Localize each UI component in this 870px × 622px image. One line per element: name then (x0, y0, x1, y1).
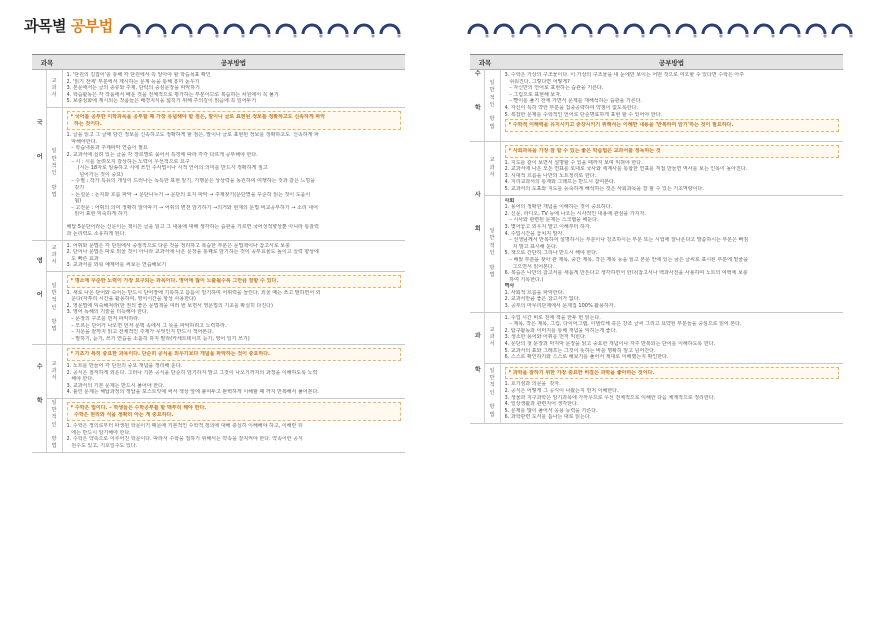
subject-label: 국어 (35, 119, 43, 188)
header-subject: 과목 (470, 55, 500, 70)
table-row (470, 142, 843, 196)
method-cell (62, 240, 405, 271)
method-list (67, 72, 402, 105)
method-line: 2. '읽기 전에' 부분에서 제시하는 문제 등을 통해 흥미 돋우기 (66, 78, 200, 85)
category-cell: 일 반 적 인 방 법 (484, 70, 500, 142)
binder-ring (173, 25, 193, 38)
binder-ring (251, 25, 271, 38)
method-line: 1. '단원의 길잡이'를 통해 각 단원에서 꼭 알아야 할 학습목표 확인 (66, 72, 211, 78)
method-line: 3. 생소한 용어와 어휘를 먼저 익힌다. (504, 334, 587, 341)
method-line: 2. 수학은 약속으로 이루어진 학문이다. 따라서 수학을 접하기 위해서는 약속을 잘지켜야 한다. 약속이란 공식 (66, 436, 303, 443)
method-line: 2. 영문법에 익숙해져라(한 권의 좋은 문법책을 여러 번 보면서 영문법의 기초를 확실히 다진다) (66, 302, 273, 309)
method-line: 도 빠른 효과 (66, 255, 99, 262)
method-line: 1. 사회적 흐름을 파악한다. (504, 289, 564, 296)
category-cell: 교 과 서 (484, 312, 500, 363)
binder-ring (469, 25, 489, 38)
method-line: 3. 교과서를 외워 예제어를 써보는 연습해보기 (66, 262, 167, 269)
method-line: – 배웠 부분을 찾아 관 제목, 중간 제목, 작은 제목 등을 읽고 본문 안에 있는 굵은 글씨로 표시된 부분에 밑줄을 (504, 256, 749, 263)
table-row (32, 398, 405, 452)
subject-label: 영어 (35, 257, 43, 326)
table-row (32, 345, 405, 399)
binder-ring (833, 25, 853, 38)
category-cell: 일 반 적 인 방 법 (484, 195, 500, 312)
binder-ring (677, 25, 697, 38)
method-line: 지 말고 표시해 둔다. (504, 243, 558, 250)
method-line: – 선생님께서 반복하여 설명하시는 부분이나 강조하시는 부분 또는 시험에 잘나온다고 말씀하시는 부분은 빠짐 (504, 237, 749, 244)
method-cell (62, 345, 405, 399)
header-method: 공부방법 (62, 55, 405, 70)
method-line: 5. 책으로 간단히 그리나 반드시 해야 한다. (504, 250, 598, 257)
method-line: 2. 교과서에 실려 있는 글을 각 장르별로 묶어서 특징에 따라 각각 다르게 공부해야 한다. (66, 151, 258, 158)
method-line: 4. 자신이 특히 약한 부분을 집중공략하여 약점이 없도록한다. (504, 104, 638, 111)
method-cell (500, 363, 843, 423)
method-line: 3. 생물과 지구과학은 암기과목에 가까우므로 우선 전체적으로 이해한 다음 체계적으로 정리한다. (504, 394, 716, 401)
method-line: 원수도 있고, 기호일수도 있다. (66, 442, 138, 449)
method-line: 1. 호기심과 의문을 갖자. (504, 381, 561, 388)
category-cell: 교 과 서 (46, 70, 62, 108)
binder-ring (599, 25, 619, 38)
method-line: * 수학적 이해력을 유지시키고 증강시키기 위해서는 이해한 내용을 '반복하여 암기'하는 것이 필요하다. (508, 122, 734, 129)
method-list (67, 132, 402, 238)
binder-ring (729, 25, 749, 38)
method-line: 6. 복습은 나만의 참고서를 새롭게 만든다고 생각하면서 한다(참고서나 백과사전을 사용하여 노트의 여백에 보충 (504, 270, 748, 277)
method-list (505, 381, 840, 421)
table-row (470, 312, 843, 363)
subject-cell (470, 312, 484, 423)
method-line: 3. 영어 독해의 기술을 터득해야 한다. (66, 309, 149, 316)
subject-cell (32, 345, 46, 452)
method-line: 갖기 (66, 184, 85, 191)
binder-ring (147, 25, 167, 38)
table-header-row (32, 55, 405, 70)
binder-ring (495, 25, 515, 38)
method-line: 2. 신문, 라디오, TV 등에 나오는 시사적인 내용에 관심을 가지자. (504, 210, 646, 217)
table-row (470, 363, 843, 423)
method-line: 4. 수업시간을 놓치지 말자. (504, 230, 564, 237)
method-line: – 고전문 : 어휘의 의미 정확히 알아두기 → 어휘의 변천 암기하기 →의거와 현재의 문법 비교공부하기 → 소리 내어 (66, 204, 318, 211)
right-page (470, 54, 843, 602)
method-line: – 그림으로 표현해 보자. (504, 91, 562, 98)
binder-ring (329, 25, 349, 38)
table-header-row (470, 55, 843, 70)
method-line: 5. 문제를 많이 풀어서 응용 능력을 기른다. (504, 407, 598, 414)
method-line: 1. 수업 시간 비로 전에 책을 한두 번 읽는다. (504, 314, 601, 321)
page-title (24, 15, 113, 36)
method-line: 1. 용어의 정확한 개념을 이해하는 것이 중요하다. (504, 204, 613, 211)
method-cell (500, 142, 843, 196)
method-line: 악해야한다. (66, 138, 98, 145)
method-line: – 수필 : 작가 특유의 개성이 드러나는 독특한 표현 알기, 기행문은 상상력을 동원하여 여행하는 것과 같은 느낌을 (66, 178, 316, 185)
binder-ring (199, 25, 219, 38)
binder-ring (703, 25, 723, 38)
method-line: 수학은 원리와 식을 정확히 아는 게 중요하다. (70, 411, 174, 418)
method-list (505, 315, 840, 361)
method-line: 4. 문단의 첫 문장과 마지막 문장을 읽고 중요한 개념이나 자주 반복되는 단어를 이해하도록 한다. (504, 341, 716, 348)
binder-ring (573, 25, 593, 38)
method-line: 6. 스스로 확인하기와 스스로 해보기를 풀어서 제대로 이해했는지 확인한다. (504, 354, 669, 361)
header-method: 공부방법 (500, 55, 843, 70)
method-line: 그으면서 읽어본다. (504, 263, 555, 270)
table-row (32, 70, 405, 108)
method-line: 1. 새로 나온 단어와 숙어는 반드시 단어장에 기록하고 틈틈이 암기하며 어휘력을 늘린다. 외울 때는 쓰고 말하면서 외 (66, 289, 321, 296)
method-list (67, 290, 402, 343)
method-list (505, 160, 840, 193)
method-line: 5. 교과서의 도표와 지도를 능숙하게 해석하는 것은 사회과목을 잘 할 수 있는 기초역량이다. (504, 185, 704, 192)
method-cell (500, 70, 843, 142)
category-cell: 일 반 적 인 방 법 (484, 363, 500, 423)
method-list (505, 198, 840, 310)
method-line: 읽어 표현 익숙하게 하기 (66, 211, 128, 218)
method-line: 해야 한다. (66, 376, 94, 383)
method-line: 5. 보충심화에 제시되는 작품들은 배경지식을 넓히기 위해 주의깊이 읽음에 꼭 일어두기 (66, 98, 257, 105)
method-line: 3. 본문에서는 글의 종류와 주제, 단락의 중심문장을 파악하기 (66, 85, 200, 92)
method-line: 역사 (504, 283, 515, 290)
method-line: 2. 공식은 철저하게 외운다. 그러나 기본 공식을 단순히 암기하지 말고 그것이 나오기까지의 과정을 이해하도록 노력 (66, 369, 318, 376)
key-point-box (67, 275, 402, 288)
subject-label: 사회 (473, 191, 481, 260)
category-cell: 일 반 적 인 방 법 (46, 107, 62, 240)
binder-ring (625, 25, 645, 38)
method-line: * 과학을 잘하기 위한 가장 중요한 비결은 과학을 좋아하는 것이다. (508, 369, 655, 376)
method-cell (62, 398, 405, 452)
key-point-box (67, 348, 402, 361)
key-point-box (505, 119, 840, 132)
method-line: – 제목, 작은 제목, 그림, 다이어그램, 이탤릭체 혹은 강조 글씨 그리고 요약된 부분들을 중심으로 읽어 본다. (504, 321, 742, 328)
binder-ring (651, 25, 671, 38)
method-list (505, 72, 840, 118)
method-line: 5. 복잡한 문제를 수학적인 언어로 단순명료하게 표현 할 수 있어야 한다. (504, 111, 662, 118)
table-row (32, 272, 405, 345)
binder-rings (0, 0, 870, 52)
binder-ring (381, 25, 401, 38)
method-line: – 논설문 : 논지와 흐름 파악 → 문단나누기 → 문단의 요지 파악 → 주제찾기(문단별을 꾸준히 읽는 것이 도움이 (66, 191, 311, 198)
subject-label: 수학 (35, 362, 43, 431)
method-line: 1. 글을 읽고 그 글에 담긴 정보를 신속하고도 정확하게 할 점은, 말이나 글로 표현된 정보를 정확하고도 신속하게 파 (66, 132, 319, 139)
table-row (32, 240, 405, 271)
method-line: 됨) (66, 198, 82, 205)
method-line: 에는 반드시 암기해야 한다. (66, 429, 131, 436)
left-page (32, 54, 405, 602)
category-cell: 교 과 서 (46, 345, 62, 399)
method-line: 1. 어휘와 문법은 각 단원에서 중점적으로 다룬 것을 정리하고 복습한 부분은 문법책이나 참고서로 보충 (66, 242, 290, 249)
method-line: 4. 지리교과서의 통계와 그래프는 반드시 참여본다. (504, 179, 616, 186)
method-line: 쉬워진다. 그렇다면 어떻게? (504, 78, 570, 85)
method-line: 과 논리력도 소유하게 된다. (66, 231, 126, 238)
table-row (470, 70, 843, 142)
binder-ring (807, 25, 827, 38)
method-line: – 자신만의 언어로 표현하는 습관을 기른다. (504, 85, 604, 92)
binder-ring (547, 25, 567, 38)
method-line: 2. 교과서에 나온 모든 연표를 토대로 국사와 세계사를 통합한 연표를 직접 만들면 역사를 보는 인목이 높아진다. (504, 166, 748, 173)
binder-ring (303, 25, 323, 38)
method-line: 사회 (504, 197, 515, 204)
method-line: 2. 탐구활동과 이미지를 통해 개념을 익히는게 좋다. (504, 327, 617, 334)
key-point-box (67, 402, 402, 421)
method-line: 넘어가는 것이 중요) (66, 171, 123, 178)
study-method-table-right (470, 54, 843, 424)
subject-cell (470, 70, 484, 142)
subject-cell (32, 240, 46, 345)
method-line: 4. 학습활동은 각 작품에서 배운 것을 전체적으로 평가하는 부분이므로 복습하는 차원에서 꼭 풀기 (66, 91, 279, 98)
method-line: (시는 18자로 암송하고 시에 쓰인 수사법이나 시적 언어의 의미를 반드시 정확하게 짚고 (66, 165, 268, 172)
header-subject: 과목 (32, 55, 62, 70)
method-list (67, 423, 402, 449)
binder-ring (755, 25, 775, 38)
method-line: 3. 몇어놓고 외우지 말고 이해부터 하자. (504, 223, 592, 230)
method-line: 2. 공식은 어떻게 그 공식이 나왔는지 먼저 이해한다. (504, 388, 619, 394)
method-line (67, 218, 402, 225)
method-cell (500, 312, 843, 363)
method-line: 3. 교과서의 기본 문제는 반드시 풀어야 한다. (66, 382, 165, 389)
method-line: 1. 노트를 만들어 각 단원의 중요 개념을 정리해 둔다. (66, 362, 183, 369)
binder-ring (781, 25, 801, 38)
method-line: – 빨이를 풀기 전에 가면서 문제를 재해석하는 습관을 기른다. (504, 98, 643, 105)
category-cell: 일 반 적 인 방 법 (46, 398, 62, 452)
method-list (67, 243, 402, 269)
subject-cell (470, 142, 484, 313)
binder-ring (121, 25, 141, 38)
subject-cell (32, 70, 46, 241)
method-cell (62, 272, 405, 345)
method-line: 3. 시대적 흐름을 나만의 노트정리로 한다. (504, 172, 597, 179)
binder-ring (355, 25, 375, 38)
method-line: 해답 5문단이라는 신문이는 책이든 글을 읽고 그 내용에 대해 생각하는 습관을 기르면 국어성적향상뿐 아니라 통찰력 (66, 224, 319, 231)
method-line: 1. 수학은 정의로부터 파생된 학문이기 때문에 기본적인 수학적 정의에 대해 충실히 이해해야 하고, 이해란 뒤 (66, 423, 303, 430)
method-line: 3. 공부의 마무리단계에서 문제집 100% 활용하자. (504, 303, 616, 310)
method-line: – 문장의 구조를 먼저 파악하라. (66, 316, 140, 322)
method-line: – 시 : 시를 들려오지 감상하는 노력이 우선적으로 요구 (66, 158, 190, 165)
method-line: 하는 것이다. (70, 120, 102, 127)
method-line: 4. 틀린 문제는 해답과정의 정답을 포스트잇에 써서 책상 앞에 붙여두고 완벽하게 이해할 때 까지 반복해서 풀어본다. (66, 389, 319, 396)
method-line: 5. 교과서의 표와 그래프는 그것이 뜻하는 바를 명확히 알고 넘어간다. (504, 347, 656, 354)
title-prefix: 과목별 (24, 17, 66, 35)
method-line: – 모르는 단어가 나오면 먼저 문맥 속에서 그 뜻을 파악하려고 노력하라. (66, 322, 227, 329)
method-line: 3. 수학은 가상의 구조물이다. 이 가상의 구조물을 내 눈에만 보이는 어떤 것으로 여오할 수 있다면 수학은 아주 (504, 72, 744, 78)
subject-label: 수학 (473, 70, 481, 138)
method-line: * 기초가 특히 중요한 과목이다. 단순히 공식을 외우기보다 개념을 파악하는 것이 중요하다. (70, 351, 270, 358)
key-point-box (505, 145, 840, 158)
method-line: – 지문을 끝까지 읽고 전체적인 주제가 무엇인지 반드시 적어본다. (66, 329, 214, 336)
category-cell: 교 과 서 (484, 142, 500, 196)
method-line: 2. 단어나 문법은 따로 외울 것이 아니라 교과서에 나온 문장을 통째로 암기하는 것이 공부효율도 높이고 실력 향상에 (66, 249, 319, 256)
key-point-box (505, 367, 840, 380)
method-line: 1. 지도를 같이 보면서 설명할 수 있을 때까지 보며 익혀야 한다. (504, 159, 643, 166)
key-point-box (67, 111, 402, 130)
method-line: * 수학은 법이다. – 학생들은 수학공부를 할 맥투히 해야 한다. (70, 404, 207, 411)
method-line: 하여 기록한다.) (504, 276, 544, 283)
subject-label: 과학 (473, 332, 481, 401)
binder-ring (225, 25, 245, 38)
method-line: 6. 과학관련 도서를 틈나는 대로 읽는다. (504, 414, 592, 421)
category-cell: 일 반 적 인 방 법 (46, 272, 62, 345)
title-accent: 공부법 (70, 17, 113, 35)
method-line: * 사회과목을 가장 잘 할 수 있는 좋은 학습법은 교과서를 정독하는 것 (508, 148, 661, 154)
method-line: – 말하기, 듣기, 쓰기 연습을 소홀히 하지 말라(카세트테이프 듣기, 영어 일기 쓰기) (66, 335, 250, 342)
method-cell (500, 195, 843, 312)
method-line: 2. 교과서만큼 좋은 참고서가 없다. (504, 296, 581, 303)
category-cell: 교 과 서 (46, 240, 62, 271)
method-line: * 명소에 꾸준한 노력이 가장 요구되는 과목이다. 영어에 많이 노출될수록 그만큼 잘할 수 있다. (70, 278, 279, 285)
binder-ring (521, 25, 541, 38)
study-method-table-left (32, 54, 405, 453)
table-row (470, 195, 843, 312)
table-row (32, 107, 405, 240)
method-line: 4. 일상생활과 관련지어 생각한다. (504, 401, 579, 408)
method-line: – 시사와 관련된 문제는 스크랩을 해둔다. (504, 217, 599, 224)
binder-ring (277, 25, 297, 38)
method-line: * 국어를 공부한 이학과목을 공부할 때 가장 유념해야 할 점은, 말이나 글로 표현된 정보를 정확하고도 신속하게 파악 (70, 113, 326, 120)
method-cell (62, 107, 405, 240)
method-line: – 학습내용과 주제파악 연습이 필요 (66, 145, 148, 152)
method-line: 운다(자투리 시간을 활용하여, 영어시간을 항상 사용한다) (66, 296, 196, 303)
method-cell (62, 70, 405, 108)
method-list (67, 363, 402, 396)
